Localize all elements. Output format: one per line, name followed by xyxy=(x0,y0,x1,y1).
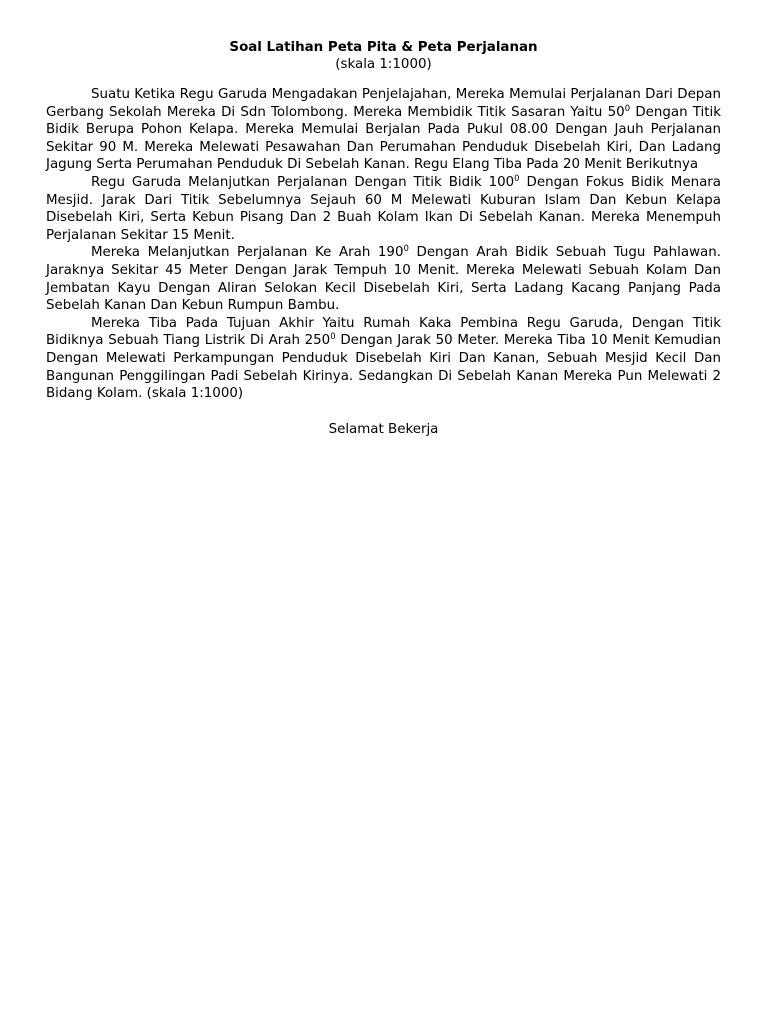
degree-superscript: 0 xyxy=(514,173,520,184)
paragraph-2: Regu Garuda Melanjutkan Perjalanan Dengan Titik Bidik $100^0$ Dengan Fokus Bidik Menara Mesjid. Jarak Dari Titik Sebelumnya Sejauh 60 M Melewati Kuburan Islam Dan Kebun Kelapa Disebelah Kiri, Serta Kebun Pisang Dan 2 Buah Kolam Ikan Di Sebelah Kanan. Mereka Menempuh Perjalanan Sekitar 15 Menit. xyxy=(46,173,721,243)
document-title: Soal Latihan Peta Pita & Peta Perjalanan xyxy=(229,40,538,55)
document-page xyxy=(46,39,721,438)
document-subtitle: (skala 1:1000) xyxy=(335,57,432,72)
degree-superscript: 0 xyxy=(624,103,631,114)
paragraph-3: Mereka Melanjutkan Perjalanan Ke Arah $190^0$ Dengan Arah Bidik Sebuah Tugu Pahlawan. Jaraknya Sekitar 45 Meter Dengan Jarak Tempuh 10 Menit. Mereka Melewati Sebuah Kolam Dan Jembatan Kayu Dengan Aliran Selokan Kecil Disebelah Kiri, Serta Ladang Kacang Panjang Pada Sebelah Kanan Dan Kebun Rumpun Bambu. xyxy=(46,244,721,314)
degree-superscript: 0 xyxy=(330,332,336,343)
closing-text: Selamat Bekerja xyxy=(328,421,439,437)
paragraph-4: Mereka Tiba Pada Tujuan Akhir Yaitu Rumah Kaka Pembina Regu Garuda, Dengan Titik Bidiknya Sebuah Tiang Listrik Di Arah $250^0$ Dengan Jarak 50 Meter. Mereka Tiba 10 Menit Kemudian Dengan Melewati Perkampungan Penduduk Disebelah Kiri Dan Kanan, Sebuah Mesjid Kecil Dan Bangunan Penggilingan Padi Sebelah Kirinya. Sedangkan Di Sebelah Kanan Mereka Pun Melewati 2 Bidang Kolam. (skala 1:1000) xyxy=(46,315,721,402)
degree-superscript: 0 xyxy=(403,244,409,255)
paragraph-1: Suatu Ketika Regu Garuda Mengadakan Penjelajahan, Mereka Memulai Perjalanan Dari Depan Gerbang Sekolah Mereka Di Sdn Tolombong. Mereka Membidik Titik Sasaran Yaitu $50^0$ Dengan Titik Bidik Berupa Pohon Kelapa. Mereka Memulai Berjalan Pada Pukul 08.00 Dengan Jauh Perjalanan Sekitar 90 M. Mereka Melewati Pesawahan Dan Perumahan Penduduk Disebelah Kiri, Dan Ladang Jagung Serta Perumahan Penduduk Di Sebelah Kanan. Regu Elang Tiba Pada 20 Menit Berikutnya xyxy=(46,87,721,173)
document-body xyxy=(46,86,721,403)
